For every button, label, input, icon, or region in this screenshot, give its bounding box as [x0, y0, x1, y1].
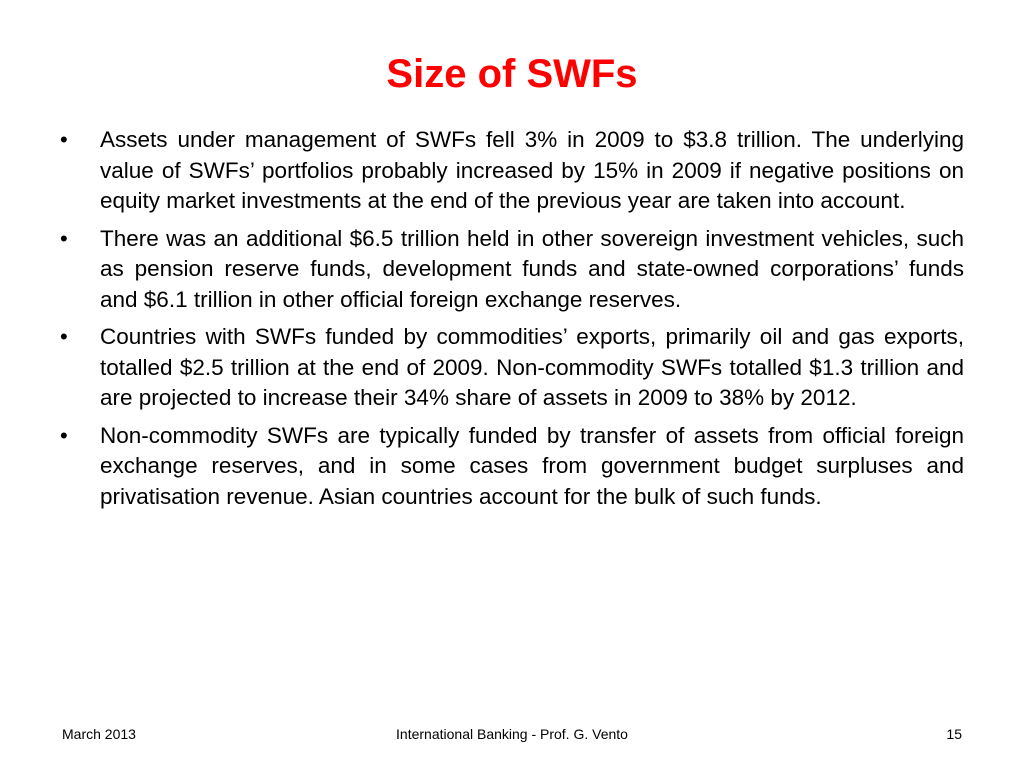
- bullet-dot-icon: •: [60, 422, 68, 448]
- bullet-item: [56, 421, 964, 513]
- footer-course: International Banking - Prof. G. Vento: [396, 726, 628, 742]
- bullet-text: Assets under management of SWFs fell 3% in 2009 to $3.8 trillion. The underlying value of SWFs’ portfolios probably increased by 15% in 2009 if negative positions on equity market investments at the end of the previous year are taken into account.: [100, 127, 964, 213]
- footer-date: March 2013: [62, 726, 136, 742]
- bullet-text: There was an additional $6.5 trillion held in other sovereign investment vehicles, such as pension reserve funds, development funds and state-owned corporations’ funds and $6.1 trillion in other official foreign exchange reserves.: [100, 225, 964, 312]
- bullet-dot-icon: •: [60, 225, 68, 251]
- bullet-text: Non-commodity SWFs are typically funded by transfer of assets from official foreign exchange reserves, and in some cases from government budget surpluses and privatisation revenue. Asian countries account for the bulk of such funds.: [100, 422, 964, 509]
- bullet-item: [56, 125, 964, 217]
- footer-page-number: 15: [946, 726, 962, 742]
- slide-title: Size of SWFs: [386, 52, 638, 96]
- bullet-text: Countries with SWFs funded by commodities’ exports, primarily oil and gas exports, totalled $2.5 trillion at the end of 2009. Non-commodity SWFs totalled $1.3 trillion and are projected to increase their 34% share of assets in 2009 to 38% by 2012.: [100, 324, 964, 410]
- bullet-item: [56, 322, 964, 414]
- bullet-list: [56, 125, 964, 519]
- bullet-item: [56, 224, 964, 316]
- bullet-dot-icon: •: [60, 127, 68, 152]
- bullet-dot-icon: •: [60, 324, 68, 349]
